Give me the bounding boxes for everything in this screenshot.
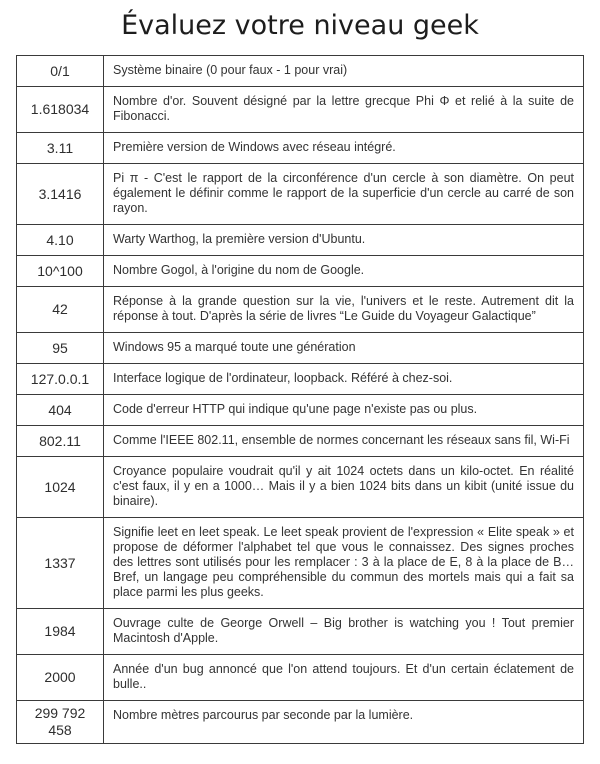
row-description: Réponse à la grande question sur la vie, l'univers et le reste. Autrement dit la réponse à tout. D'après la série de livres “Le Guide du Voyageur Galactique” (104, 287, 584, 333)
table-row (17, 287, 584, 333)
row-description: Première version de Windows avec réseau intégré. (104, 133, 584, 164)
row-description: Signifie leet en leet speak. Le leet speak provient de l'expression « Elite speak » et propose de déformer l'alphabet tel que vous le connaissez. Des signes proches des lettres sont utilisés pour les remplacer : 3 à la place de E, 8 à la place de B… Bref, un langage peu compréhensible du commun des mortels mais qui a fait sa place parmi les plus geeks. (104, 518, 584, 609)
row-description: Croyance populaire voudrait qu'il y ait 1024 octets dans un kilo-octet. En réalité c'est faux, il y en a 1000… Mais il y a bien 1024 bits dans un kibit (unité issue du binaire). (104, 457, 584, 518)
row-value: 1.618034 (17, 87, 104, 133)
row-description: Windows 95 a marqué toute une génération (104, 333, 584, 364)
row-description: Pi π - C'est le rapport de la circonférence d'un cercle à son diamètre. On peut également le définir comme le rapport de la superficie d'un cercle au carré de son rayon. (104, 164, 584, 225)
quiz-page (0, 8, 600, 744)
table-row (17, 426, 584, 457)
row-value: 10^100 (17, 256, 104, 287)
row-description: Ouvrage culte de George Orwell – Big brother is watching you ! Tout premier Macintosh d'Apple. (104, 609, 584, 655)
table-row (17, 333, 584, 364)
table-row (17, 701, 584, 744)
table-row (17, 655, 584, 701)
table-row (17, 225, 584, 256)
row-value: 42 (17, 287, 104, 333)
table-row (17, 518, 584, 609)
table-row (17, 364, 584, 395)
row-description: Nombre mètres parcourus par seconde par la lumière. (104, 701, 584, 744)
row-value: 3.1416 (17, 164, 104, 225)
row-description: Comme l'IEEE 802.11, ensemble de normes concernant les réseaux sans fil, Wi-Fi (104, 426, 584, 457)
table-row (17, 256, 584, 287)
row-value: 3.11 (17, 133, 104, 164)
geek-levels-table (16, 55, 584, 744)
table-row (17, 395, 584, 426)
row-value: 1984 (17, 609, 104, 655)
row-description: Nombre d'or. Souvent désigné par la lettre grecque Phi Φ et relié à la suite de Fibonacci. (104, 87, 584, 133)
row-value: 0/1 (17, 56, 104, 87)
row-value: 299 792 458 (17, 701, 104, 744)
table-row (17, 87, 584, 133)
row-description: Système binaire (0 pour faux - 1 pour vrai) (104, 56, 584, 87)
row-value: 127.0.0.1 (17, 364, 104, 395)
row-value: 1337 (17, 518, 104, 609)
row-description: Nombre Gogol, à l'origine du nom de Google. (104, 256, 584, 287)
row-value: 95 (17, 333, 104, 364)
row-value: 404 (17, 395, 104, 426)
table-row (17, 164, 584, 225)
row-value: 2000 (17, 655, 104, 701)
row-value: 802.11 (17, 426, 104, 457)
table-row (17, 609, 584, 655)
table-row (17, 56, 584, 87)
row-value: 4.10 (17, 225, 104, 256)
table-row (17, 133, 584, 164)
table-row (17, 457, 584, 518)
row-description: Warty Warthog, la première version d'Ubuntu. (104, 225, 584, 256)
row-value: 1024 (17, 457, 104, 518)
page-title: Évaluez votre niveau geek (121, 10, 479, 41)
geek-table-body (17, 56, 584, 744)
row-description: Année d'un bug annoncé que l'on attend toujours. Et d'un certain éclatement de bulle.. (104, 655, 584, 701)
row-description: Interface logique de l'ordinateur, loopback. Référé à chez-soi. (104, 364, 584, 395)
row-description: Code d'erreur HTTP qui indique qu'une page n'existe pas ou plus. (104, 395, 584, 426)
